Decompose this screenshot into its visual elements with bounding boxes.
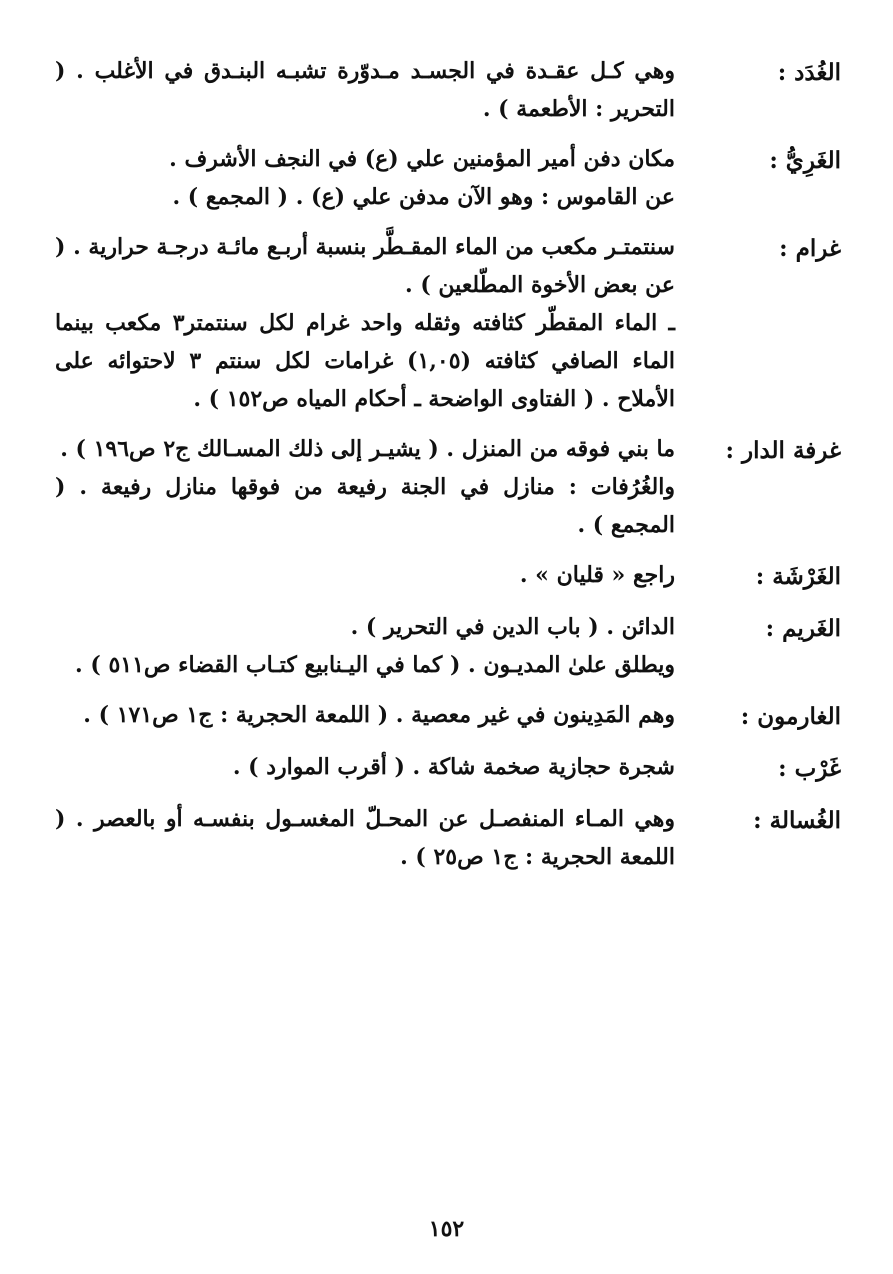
entry-definition — [55, 556, 675, 596]
entry-definition — [55, 800, 675, 876]
definition-text: الدائن . ( باب الدين في التحرير ) . — [350, 614, 675, 640]
entry-definition — [55, 608, 675, 684]
definition-text: مكان دفن أمير المؤمنين علي (ع) في النجف الأشرف . — [169, 146, 675, 172]
definition-text: عن القاموس : وهو الآن مدفن علي (ع) . ( المجمع ) . — [172, 184, 675, 210]
entry-gram — [55, 228, 841, 418]
entry-gharimun — [55, 696, 841, 736]
entry-gharsha — [55, 556, 841, 596]
entry-gharb — [55, 748, 841, 788]
entry-term: الغَرْشَة : — [755, 563, 841, 590]
definition-text: سنتمتـر مكعب من الماء المقـطَّر بنسبة أربـع مائـة درجـة حرارية . ( عن بعض الأخوة المطّلعين ) . — [55, 234, 675, 298]
entry-definition — [55, 696, 675, 736]
entry-term: غرفة الدار : — [725, 437, 841, 464]
entry-term: الغَرِيُّ : — [769, 147, 841, 174]
entry-term: غَرْب : — [778, 755, 841, 782]
definition-text: راجع « قليان » . — [519, 562, 675, 588]
entry-definition — [55, 140, 675, 216]
entry-definition — [55, 430, 675, 544]
entry-definition — [55, 228, 675, 418]
entry-term: الغُسالة : — [753, 807, 841, 834]
definition-text: والغُرُفات : منازل في الجنة رفيعة من فوقها منازل رفيعة . ( المجمع ) . — [55, 474, 675, 538]
entry-definition — [55, 748, 675, 788]
definition-text: وهي كـل عقـدة في الجسـد مـدوّرة تشبـه البنـدق في الأغلب . ( التحرير : الأطعمة ) . — [55, 58, 675, 122]
definition-text: وهي المـاء المنفصـل عن المحـلّ المغسـول بنفسـه أو بالعصر . ( اللمعة الحجرية : ج١ ص٢٥ ) . — [55, 806, 675, 870]
entry-ghusala — [55, 800, 841, 876]
definition-text: ما بني فوقه من المنزل . ( يشيـر إلى ذلك المسـالك ج٢ ص١٩٦ ) . — [60, 436, 675, 462]
entry-ghari — [55, 140, 841, 216]
entry-ghudad — [55, 52, 841, 128]
dictionary-page — [55, 52, 841, 888]
entry-term: الغُدَد : — [777, 59, 841, 86]
entry-term: غرام : — [779, 235, 841, 262]
entry-gharim — [55, 608, 841, 684]
definition-text: وهم المَدِينون في غير معصية . ( اللمعة الحجرية : ج١ ص١٧١ ) . — [83, 702, 675, 728]
entry-term: الغارمون : — [740, 703, 841, 730]
entry-definition — [55, 52, 675, 128]
entry-term: الغَريم : — [765, 615, 841, 642]
page-number: ١٥٢ — [428, 1216, 465, 1242]
definition-text: ويطلق علىٰ المديـون . ( كما في اليـنابيع كتـاب القضاء ص٥١١ ) . — [75, 652, 675, 678]
definition-text: ـ الماء المقطّر كثافته وثقله واحد غرام لكل سنتمتر٣ مكعب بينما الماء الصافي كثافته (١,٠٥) غرامات لكل سنتم ٣ لاحتوائه على الأملاح . ( الفتاوى الواضحة ـ أحكام المياه ص١٥٢ ) . — [55, 310, 675, 412]
definition-text: شجرة حجازية صخمة شاكة . ( أقرب الموارد ) . — [232, 754, 675, 780]
entry-ghurfat-al-dar — [55, 430, 841, 544]
